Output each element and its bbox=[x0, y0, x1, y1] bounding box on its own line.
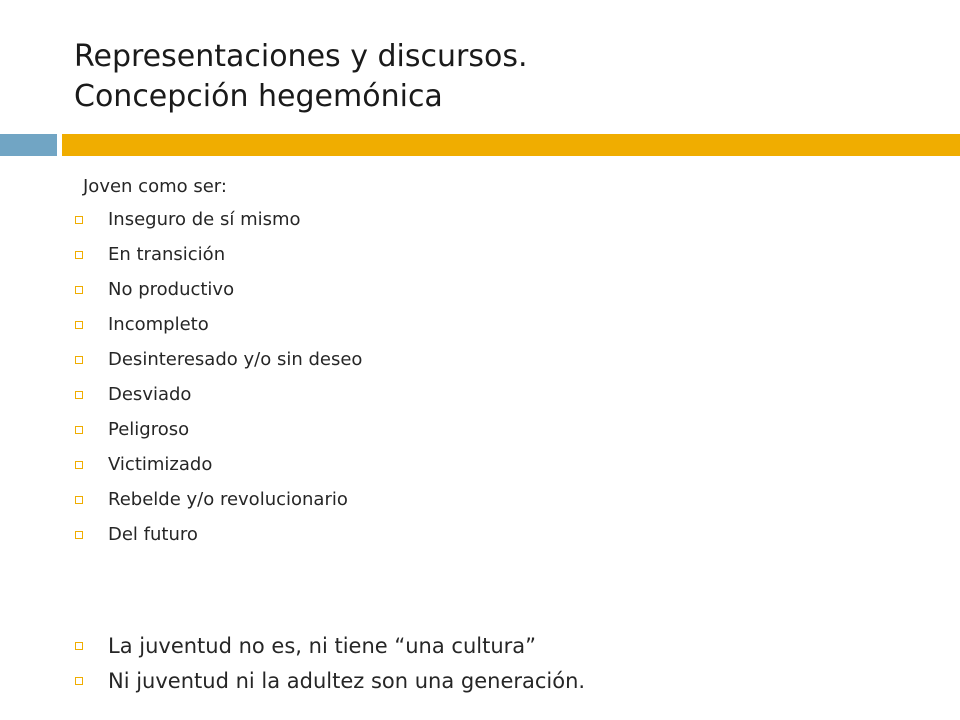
square-bullet-icon bbox=[75, 216, 83, 224]
square-bullet-icon bbox=[75, 642, 83, 650]
square-bullet-icon bbox=[75, 531, 83, 539]
list-item-label: Rebelde y/o revolucionario bbox=[108, 489, 348, 510]
square-bullet-icon bbox=[75, 677, 83, 685]
square-bullet-icon bbox=[75, 461, 83, 469]
closing-item-label: La juventud no es, ni tiene “una cultura” bbox=[108, 634, 537, 658]
square-bullet-icon bbox=[75, 321, 83, 329]
intro-text: Joven como ser: bbox=[83, 176, 227, 197]
closing-item-label: Ni juventud ni la adultez son una generación. bbox=[108, 669, 586, 693]
slide-title bbox=[74, 37, 934, 117]
accent-bar-gold bbox=[62, 134, 960, 156]
square-bullet-icon bbox=[75, 496, 83, 504]
list-item-label: Inseguro de sí mismo bbox=[108, 209, 301, 230]
list-item-label: No productivo bbox=[108, 279, 235, 300]
list-item-label: Peligroso bbox=[108, 419, 190, 440]
list-item-label: Desviado bbox=[108, 384, 192, 405]
square-bullet-icon bbox=[75, 426, 83, 434]
slide-title-line-1: Representaciones y discursos. bbox=[74, 39, 528, 74]
square-bullet-icon bbox=[75, 286, 83, 294]
list-item-label: Del futuro bbox=[108, 524, 198, 545]
list-item-label: Incompleto bbox=[108, 314, 209, 335]
square-bullet-icon bbox=[75, 391, 83, 399]
accent-bar-blue bbox=[0, 134, 57, 156]
square-bullet-icon bbox=[75, 356, 83, 364]
list-item-label: Victimizado bbox=[108, 454, 213, 475]
square-bullet-icon bbox=[75, 251, 83, 259]
list-item-label: Desinteresado y/o sin deseo bbox=[108, 349, 363, 370]
list-item-label: En transición bbox=[108, 244, 226, 265]
slide-title-line-2: Concepción hegemónica bbox=[74, 79, 443, 114]
